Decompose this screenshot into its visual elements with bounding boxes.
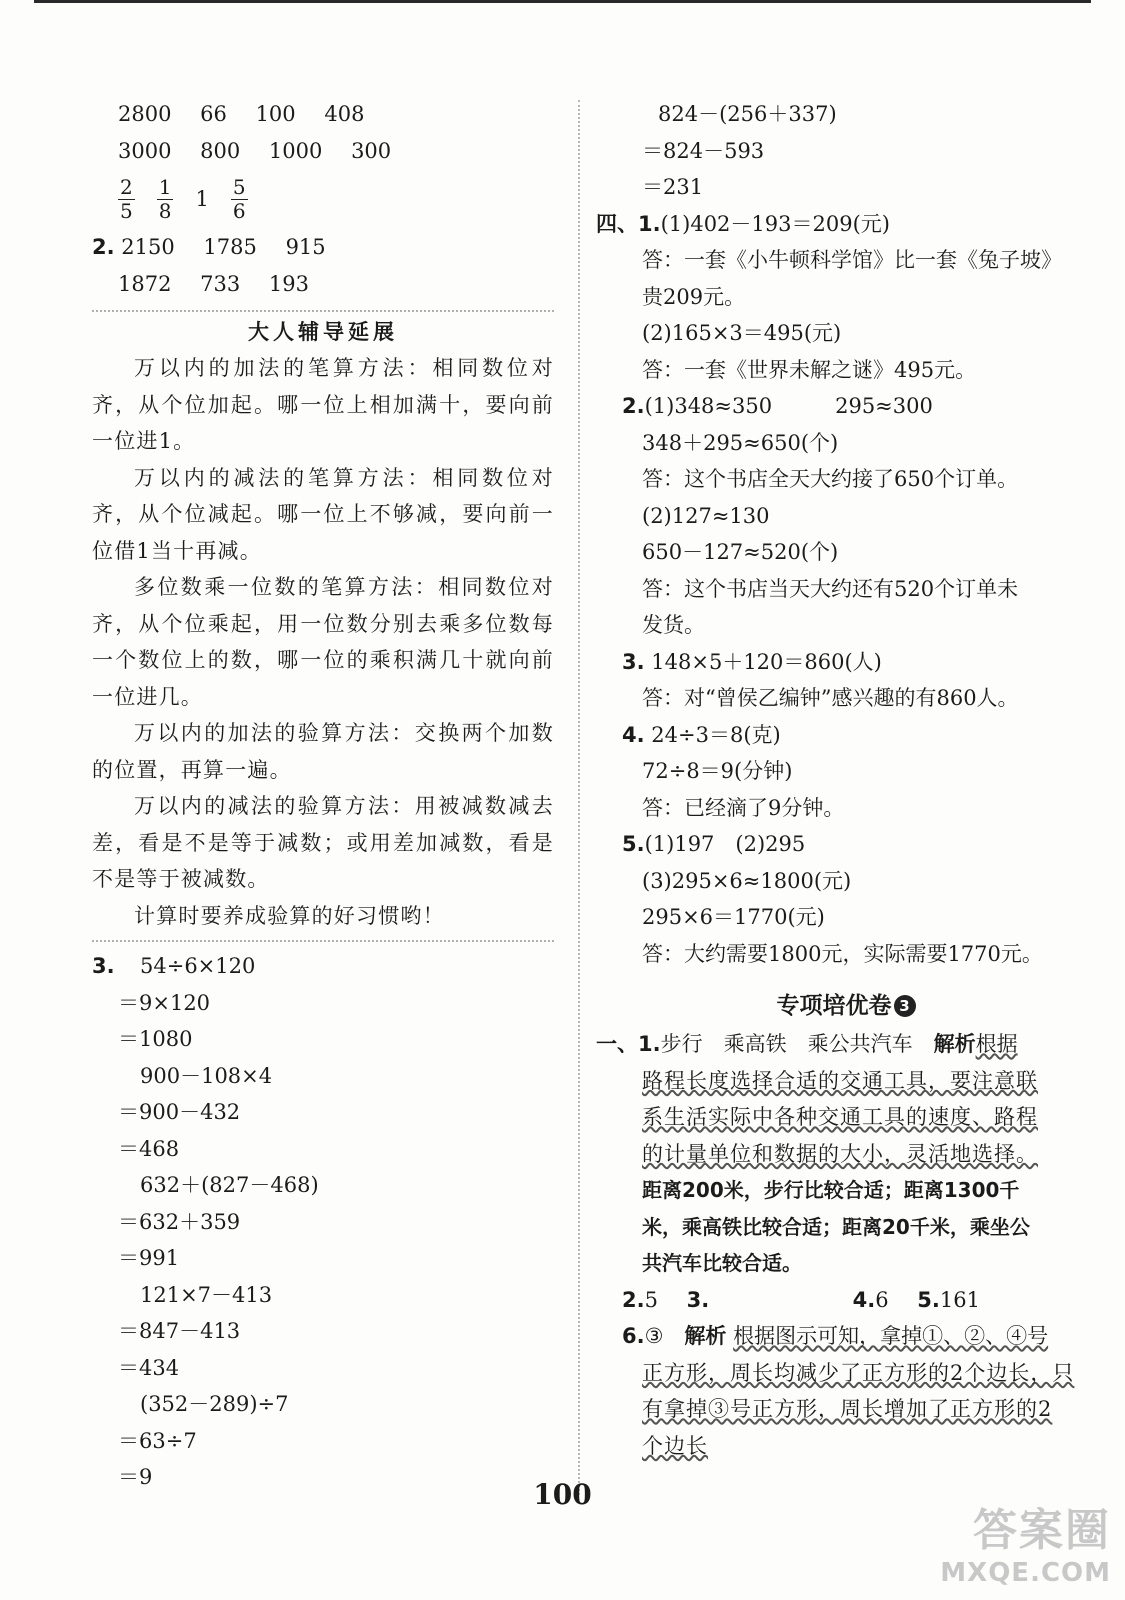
answer-values: 步行 乘高铁 乘公共汽车 bbox=[660, 1032, 913, 1056]
calc-text: ＝434 bbox=[118, 1355, 180, 1380]
equation: 72÷8＝9(分钟) bbox=[642, 759, 793, 783]
answer: 答：大约需要1800元，实际需要1770元。 bbox=[642, 941, 1043, 966]
fraction: $\frac{5}{6}$ bbox=[232, 174, 246, 223]
equation: 650－127≈520(个) bbox=[642, 540, 839, 564]
question-number: 4. bbox=[852, 1287, 876, 1312]
answer-value: ③ bbox=[644, 1324, 664, 1348]
calc-text: 900－108×4 bbox=[140, 1063, 273, 1088]
value: 800 bbox=[200, 138, 241, 163]
q2-row-2 bbox=[92, 266, 554, 303]
right-column bbox=[596, 96, 1096, 1464]
calc-text: ＝9 bbox=[118, 1465, 153, 1489]
calc-line bbox=[92, 1094, 554, 1131]
analysis-bold-line: 共汽车比较合适。 bbox=[642, 1251, 802, 1275]
question-number: 3. bbox=[92, 954, 115, 978]
estimate: (2)127≈130 bbox=[642, 503, 770, 528]
calc-text: 54÷6×120 bbox=[140, 954, 256, 978]
answer-row-1 bbox=[92, 96, 554, 133]
value: 915 bbox=[285, 235, 326, 259]
tutor-paragraph: 万以内的加法的笔算方法：相同数位对齐，从个位加起。哪一位上相加满十，要向前一位进1。 bbox=[92, 356, 554, 453]
analysis-line: 的计量单位和数据的大小，灵活地选择。 bbox=[642, 1141, 1038, 1166]
answer: 答：一套《小牛顿科学馆》比一套《兔子坡》 bbox=[642, 248, 1062, 272]
column-divider bbox=[578, 100, 580, 1495]
q3-calculations bbox=[92, 948, 554, 1496]
calc-line bbox=[92, 1277, 554, 1314]
answer-values: (1)197 (2)295 bbox=[644, 832, 806, 856]
q4 bbox=[596, 717, 1096, 754]
value: 1000 bbox=[268, 138, 323, 163]
calc-line bbox=[92, 1131, 554, 1168]
answer: 答：一套《世界未解之谜》495元。 bbox=[642, 357, 977, 382]
calc-text: ＝900－432 bbox=[118, 1100, 241, 1124]
question-number: 2. bbox=[92, 235, 115, 259]
value: 3000 bbox=[118, 138, 172, 163]
tutor-paragraph: 万以内的加法的验算方法：交换两个加数的位置，再算一遍。 bbox=[92, 721, 554, 782]
equation: 148×5＋120＝860(人) bbox=[651, 649, 882, 674]
q2-5-row bbox=[596, 1282, 1096, 1319]
answer-cont: 发货。 bbox=[642, 613, 705, 637]
calc-line bbox=[92, 1423, 554, 1460]
question-number: 6. bbox=[622, 1324, 645, 1348]
analysis-line: 正方形，周长均减少了正方形的2个边长，只 bbox=[642, 1360, 1075, 1385]
s4-q1a bbox=[596, 206, 1096, 243]
calc-line bbox=[92, 1204, 554, 1241]
answer: 答：已经滴了9分钟。 bbox=[642, 795, 845, 820]
answer-value: 6 bbox=[875, 1287, 889, 1312]
value: 733 bbox=[200, 271, 241, 296]
analysis-line: 有拿掉③号正方形，周长增加了正方形的2 bbox=[642, 1397, 1053, 1421]
page-number: 100 bbox=[533, 1478, 592, 1511]
answer: 答：对“曾侯乙编钟”感兴趣的有860人。 bbox=[642, 686, 1019, 710]
value: 300 bbox=[351, 138, 392, 163]
section-title-text: 专项培优卷 bbox=[776, 993, 892, 1019]
section-number: 一、1. bbox=[596, 1032, 661, 1056]
calc-text: (352－289)÷7 bbox=[140, 1392, 289, 1416]
calc-line: ＝824－593 bbox=[642, 138, 765, 163]
question-number: 2. bbox=[622, 1287, 645, 1312]
value: 1872 bbox=[118, 271, 172, 296]
value: 408 bbox=[324, 102, 365, 126]
equation: 348＋295≈650(个) bbox=[642, 430, 839, 455]
question-number: 3. bbox=[622, 649, 645, 674]
calc-line bbox=[92, 1240, 554, 1277]
left-column bbox=[92, 96, 554, 1496]
calc-text: ＝9×120 bbox=[118, 990, 211, 1015]
fraction: $\frac{2}{5}$ bbox=[120, 174, 133, 223]
calc-line: 824－(256＋337) bbox=[658, 102, 837, 126]
calc-line bbox=[92, 1021, 554, 1058]
answer-value: 161 bbox=[939, 1287, 980, 1312]
estimate: (1)348≈350 295≈300 bbox=[644, 394, 933, 418]
tutor-paragraph: 万以内的减法的笔算方法：相同数位对齐，从个位减起。哪一位上不够减，要向前一位借1当十再减。 bbox=[92, 465, 554, 563]
calc-line bbox=[92, 985, 554, 1022]
answer-value: 5 bbox=[644, 1287, 658, 1312]
tutor-box-title: 大人辅导延展 bbox=[92, 310, 554, 350]
question-number: 2. bbox=[622, 394, 645, 418]
calc-line bbox=[92, 1167, 554, 1204]
analysis-label: 解析 bbox=[684, 1324, 727, 1348]
section-number: 四、1. bbox=[596, 211, 661, 236]
fraction-row bbox=[92, 169, 554, 229]
equation: 295×6＝1770(元) bbox=[642, 905, 825, 929]
analysis-text: 根据 bbox=[975, 1032, 1018, 1056]
calc-line bbox=[92, 948, 554, 985]
section-number-badge: 3 bbox=[894, 995, 916, 1017]
value: 2150 bbox=[121, 235, 175, 259]
question-number: 5. bbox=[622, 832, 645, 856]
question-number: 3. bbox=[686, 1287, 710, 1312]
watermark-url: MXQE.COM bbox=[940, 1558, 1111, 1588]
analysis-line: 系生活实际中各种交通工具的速度、路程 bbox=[642, 1105, 1038, 1129]
question-number: 4. bbox=[622, 722, 645, 747]
question-number: 5. bbox=[917, 1287, 940, 1312]
equation: (2)165×3＝495(元) bbox=[642, 321, 842, 345]
analysis-line: 个边长 bbox=[642, 1433, 708, 1458]
fraction: $\frac{1}{8}$ bbox=[158, 174, 172, 223]
calc-line bbox=[92, 1058, 554, 1095]
watermark bbox=[940, 1494, 1111, 1588]
answer: 答：这个书店全天大约接了650个订单。 bbox=[642, 467, 1019, 491]
equation: (3)295×6≈1800(元) bbox=[642, 868, 852, 893]
equation: (1)402－193＝209(元) bbox=[660, 211, 890, 236]
q2a bbox=[596, 388, 1096, 425]
tutor-paragraph: 万以内的减法的验算方法：用被减数减去差，看是不是等于减数；或用差加减数，看是不是等于被减数。 bbox=[92, 794, 554, 891]
calc-text: ＝468 bbox=[118, 1136, 180, 1161]
q5 bbox=[596, 826, 1096, 863]
watermark-logo: 答案圈 bbox=[973, 1505, 1111, 1556]
whole-number: 1 bbox=[195, 187, 209, 211]
value: 193 bbox=[268, 271, 310, 296]
value: 100 bbox=[255, 102, 296, 126]
answer-row-2 bbox=[92, 133, 554, 170]
calc-line bbox=[92, 1313, 554, 1350]
tutor-box bbox=[92, 350, 554, 942]
calc-text: 121×7－413 bbox=[140, 1282, 273, 1307]
analysis-label: 解析 bbox=[933, 1032, 976, 1056]
analysis-text: 根据图示可知，拿掉①、②、④号 bbox=[733, 1324, 1049, 1348]
analysis-line: 路程长度选择合适的交通工具，要注意联 bbox=[642, 1068, 1038, 1093]
analysis-bold-line: 距离200米，步行比较合适；距离1300千 bbox=[642, 1178, 1020, 1202]
s1-q1 bbox=[596, 1026, 1096, 1063]
value: 1785 bbox=[203, 235, 257, 259]
answer: 答：这个书店当天大约还有520个订单未 bbox=[642, 576, 1019, 601]
calc-text: ＝63÷7 bbox=[118, 1428, 197, 1453]
q3 bbox=[596, 644, 1096, 681]
calc-text: ＝991 bbox=[118, 1246, 180, 1270]
calc-text: ＝847－413 bbox=[118, 1319, 241, 1343]
q2-row-1 bbox=[92, 229, 554, 266]
calc-line bbox=[92, 1350, 554, 1387]
value: 2800 bbox=[118, 102, 172, 126]
tutor-paragraph: 多位数乘一位数的笔算方法：相同数位对齐，从个位乘起，用一位数分别去乘多位数每一个数位上的数，哪一位的乘积满几十就向前一位进几。 bbox=[92, 575, 554, 709]
calc-line bbox=[92, 1386, 554, 1423]
equation: 24÷3＝8(克) bbox=[651, 722, 781, 747]
tutor-paragraph: 计算时要养成验算的好习惯哟！ bbox=[134, 903, 445, 928]
calc-text: 632＋(827－468) bbox=[140, 1173, 319, 1197]
calc-text: ＝632＋359 bbox=[118, 1209, 241, 1234]
q6 bbox=[596, 1318, 1096, 1355]
section-title bbox=[596, 986, 1096, 1026]
calc-line: ＝231 bbox=[642, 175, 704, 199]
calc-text: ＝1080 bbox=[118, 1027, 193, 1051]
answer-cont: 贵209元。 bbox=[642, 284, 746, 309]
value: 66 bbox=[200, 102, 227, 126]
top-rule bbox=[34, 0, 1091, 3]
analysis-bold-line: 米，乘高铁比较合适；距离20千米，乘坐公 bbox=[642, 1214, 1030, 1239]
